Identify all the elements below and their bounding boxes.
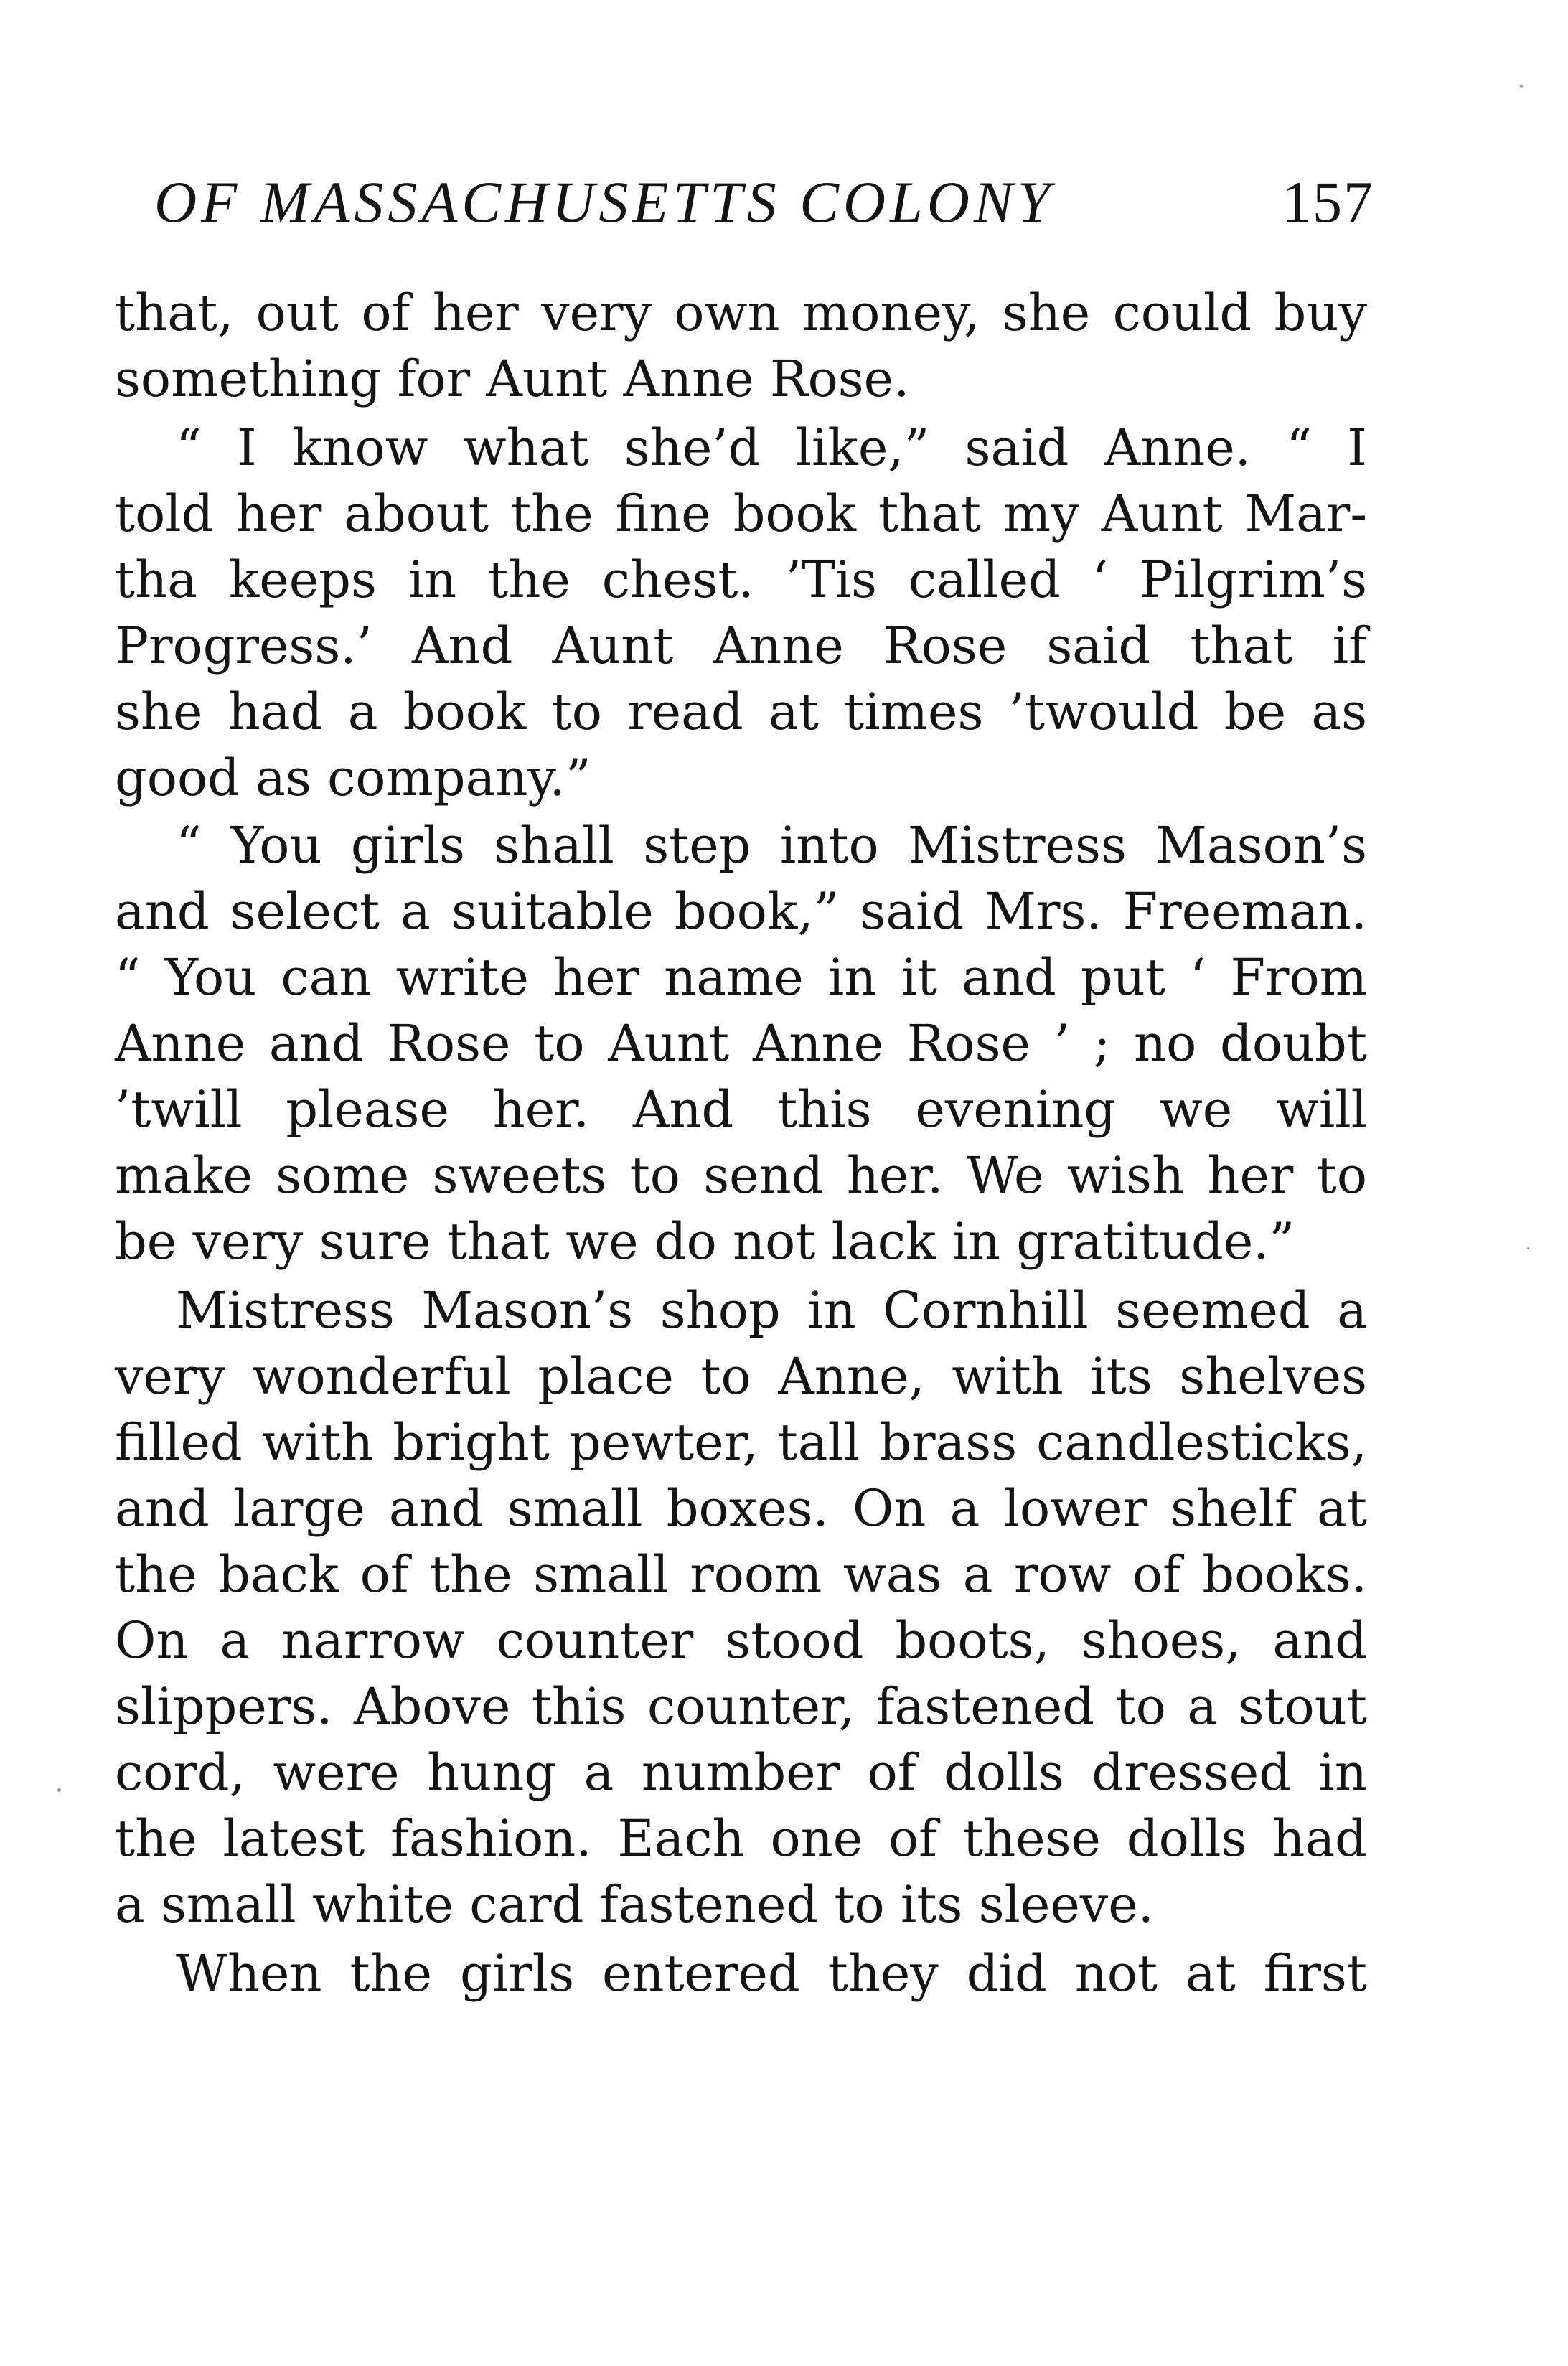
text-line: “ You can write her name in it and put ‘ From	[115, 948, 1367, 1007]
text-line: be very sure that we do not lack in gratitude.”	[115, 1212, 1295, 1271]
text-line: On a narrow counter stood boots, shoes, and	[115, 1611, 1367, 1670]
text-line: Anne and Rose to Aunt Anne Rose ’ ; no doubt	[115, 1014, 1367, 1073]
text-line: filled with bright pewter, tall brass candlesticks,	[115, 1413, 1367, 1472]
text-line: good as company.”	[115, 748, 591, 807]
text-line: something for Aunt Anne Rose.	[115, 349, 910, 408]
text-line: “ I know what she’d like,” said Anne. “ I	[176, 418, 1367, 477]
text-line: very wonderful place to Anne, with its shelves	[115, 1347, 1367, 1406]
text-line: that, out of her very own money, she could buy	[115, 283, 1367, 342]
running-title: OF MASSACHUSETTS COLONY	[154, 169, 1055, 235]
paper-speck	[57, 1788, 61, 1792]
text-line: slippers. Above this counter, fastened to a stout	[115, 1677, 1367, 1736]
text-line: she had a book to read at times ’twould be as	[115, 682, 1367, 741]
running-head	[154, 166, 1374, 245]
text-line: a small white card fastened to its sleeve.	[115, 1875, 1154, 1934]
page-number: 157	[1282, 169, 1374, 235]
text-line: tha keeps in the chest. ’Tis called ‘ Pilgrim’s	[115, 550, 1367, 609]
text-line: When the girls entered they did not at first	[176, 1944, 1367, 2003]
text-line: told her about the fine book that my Aunt Mar-	[115, 484, 1367, 543]
text-line: the latest fashion. Each one of these dolls had	[115, 1809, 1367, 1868]
text-line: cord, were hung a number of dolls dressed in	[115, 1743, 1367, 1802]
text-line: make some sweets to send her. We wish her to	[115, 1146, 1367, 1205]
paper-speck	[1527, 1247, 1529, 1249]
text-line: and large and small boxes. On a lower shelf at	[115, 1479, 1367, 1538]
text-line: “ You girls shall step into Mistress Mason’s	[176, 816, 1367, 875]
text-line: the back of the small room was a row of books.	[115, 1545, 1367, 1604]
text-line: Mistress Mason’s shop in Cornhill seemed a	[176, 1281, 1367, 1340]
text-line: Progress.’ And Aunt Anne Rose said that if	[115, 616, 1367, 675]
paper-speck	[1520, 85, 1523, 88]
text-line: and select a suitable book,” said Mrs. Freeman.	[115, 882, 1367, 941]
text-line: ’twill please her. And this evening we will	[115, 1080, 1367, 1139]
